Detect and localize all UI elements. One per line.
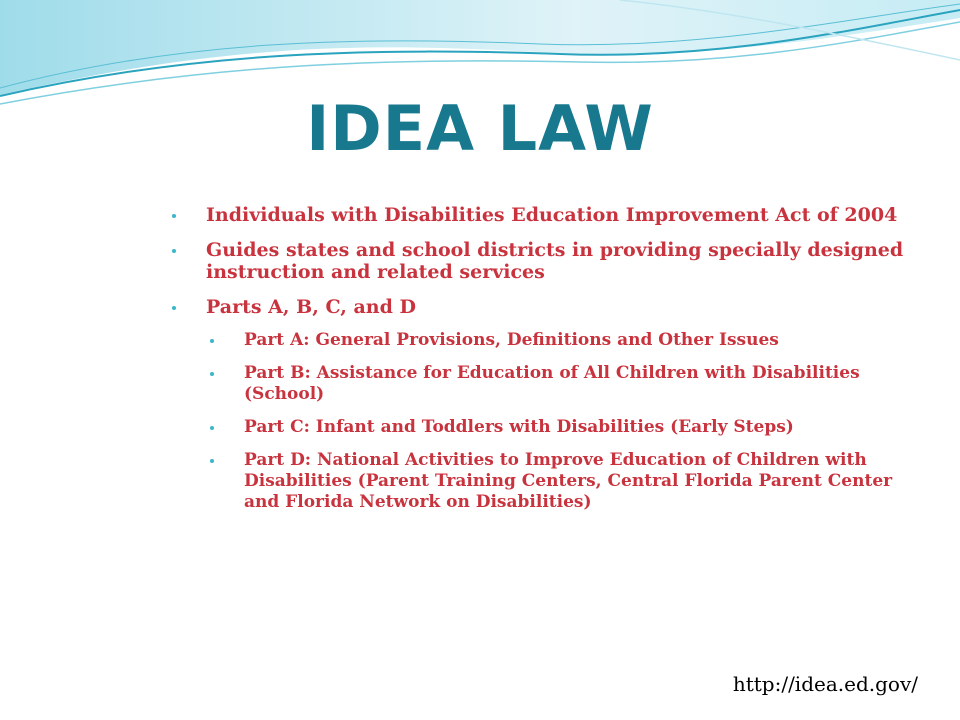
bullet-icon — [210, 426, 214, 430]
sub-bullet-item — [206, 450, 918, 513]
bullet-item — [168, 296, 918, 318]
bullet-icon — [210, 459, 214, 463]
sub-bullet-item — [206, 330, 918, 351]
bullet-item — [168, 239, 918, 283]
bullet-item — [168, 204, 918, 226]
bullet-icon — [172, 249, 176, 253]
bullet-icon — [210, 372, 214, 376]
bullet-list — [168, 204, 918, 318]
sub-bullet-list — [168, 330, 918, 513]
sub-bullet-item — [206, 363, 918, 405]
sub-bullet-text: Part B: Assistance for Education of All Children with Disabilities (School) — [244, 363, 860, 404]
sub-bullet-text: Part A: General Provisions, Definitions and Other Issues — [244, 330, 779, 350]
sub-bullet-item — [206, 417, 918, 438]
slide-title: IDEA LAW — [306, 92, 654, 165]
source-url: http://idea.ed.gov/ — [732, 672, 918, 696]
sub-bullet-text: Part C: Infant and Toddlers with Disabilities (Early Steps) — [244, 417, 794, 437]
sub-bullet-text: Part D: National Activities to Improve Education of Children with Disabilities (Parent Training Centers, Central Florida Parent Center and Florida Network on Disabilities) — [244, 450, 893, 512]
bullet-text: Individuals with Disabilities Education Improvement Act of 2004 — [206, 204, 898, 226]
bullet-icon — [172, 214, 176, 218]
bullet-icon — [172, 306, 176, 310]
bullet-text: Parts A, B, C, and D — [206, 296, 416, 318]
bullet-text: Guides states and school districts in providing specially designed instruction and related services — [206, 239, 904, 283]
bullet-icon — [210, 339, 214, 343]
slide-body — [168, 204, 918, 525]
